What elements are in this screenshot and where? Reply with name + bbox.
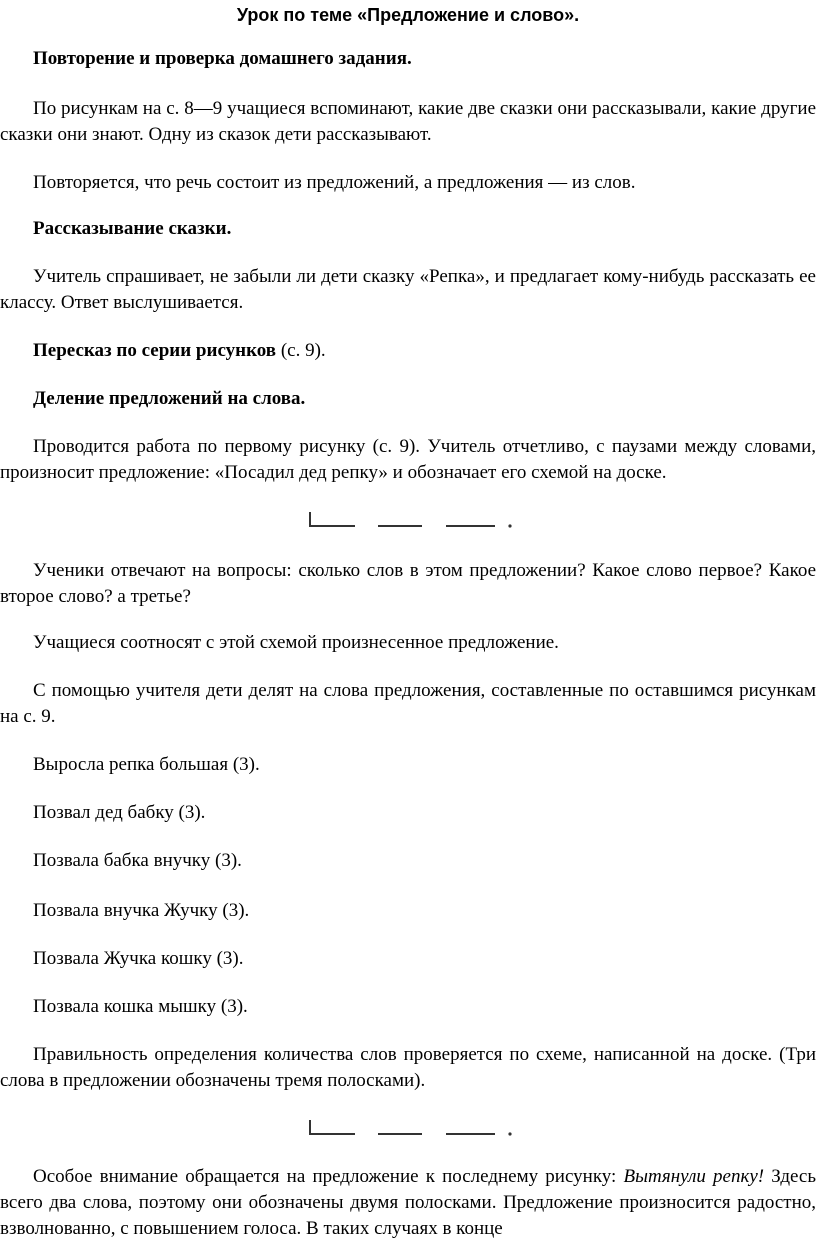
paragraph-pictures: По рисункам на с. 8—9 учащиеся вспоминают, какие две сказки они рассказывали, какие другие сказки они знают. Одну из сказок дети рассказывают. <box>0 98 816 145</box>
sentence-item: Позвала кошка мышку (3). <box>33 996 248 1017</box>
paragraph-correlate: Учащиеся соотносят с этой схемой произнесенное предложение. <box>33 632 559 653</box>
paragraph-last-picture <box>0 1164 816 1242</box>
heading-homework: Повторение и проверка домашнего задания. <box>33 48 412 69</box>
paragraph-speech: Повторяется, что речь состоит из предложений, а предложения — из слов. <box>33 172 636 193</box>
sentence-scheme-2 <box>300 1116 530 1140</box>
scheme-word-1-capital <box>310 512 355 526</box>
heading-retelling-bold: Пересказ по серии рисунков <box>33 340 277 361</box>
scheme-period <box>508 1132 511 1135</box>
sentence-item: Позвал дед бабку (3). <box>33 802 206 823</box>
paragraph-check: Правильность определения количества слов проверяется по схеме, написанной на доске. (Три слова в предложении обозначены тремя полосками). <box>0 1044 816 1091</box>
sentence-scheme-1 <box>300 508 530 532</box>
paragraph-last-start: Особое внимание обращается на предложение к последнему рисунку: <box>33 1166 624 1187</box>
heading-storytelling: Рассказывание сказки. <box>33 218 232 239</box>
sentence-item: Позвала внучка Жучку (3). <box>33 900 250 921</box>
heading-division: Деление предложений на слова. <box>33 388 306 409</box>
example-sentence-italic: Вытянули репку! <box>623 1166 765 1187</box>
sentence-item: Позвала Жучка кошку (3). <box>33 948 244 969</box>
scheme-word-1-capital <box>310 1120 355 1134</box>
paragraph-repka: Учитель спрашивает, не забыли ли дети сказку «Репка», и предлагает кому-нибудь рассказать ее классу. Ответ выслушивается. <box>0 266 816 313</box>
sentence-item: Позвала бабка внучку (3). <box>33 850 242 871</box>
heading-retelling <box>0 338 816 364</box>
heading-retelling-page: (с. 9). <box>276 340 326 361</box>
page-title: Урок по теме «Предложение и слово». <box>236 5 580 25</box>
paragraph-teacher-help: С помощью учителя дети делят на слова предложения, составленные по оставшимся рисункам на с. 9. <box>0 680 816 727</box>
scheme-period <box>508 524 511 527</box>
paragraph-first-picture: Проводится работа по первому рисунку (с. 9). Учитель отчетливо, с паузами между словами, произносит предложение: «Посадил дед репку» и обозначает его схемой на доске. <box>0 436 816 483</box>
sentence-item: Выросла репка большая (3). <box>33 754 260 775</box>
paragraph-last-end: Здесь всего два слова, поэтому они обозначены двумя полосками. Предложение произносится радостно, взволнованно, с повышением голоса. В таких случаях в конце <box>0 1166 816 1239</box>
paragraph-questions: Ученики отвечают на вопросы: сколько слов в этом предложении? Какое слово первое? Какое второе слово? а третье? <box>0 560 816 607</box>
